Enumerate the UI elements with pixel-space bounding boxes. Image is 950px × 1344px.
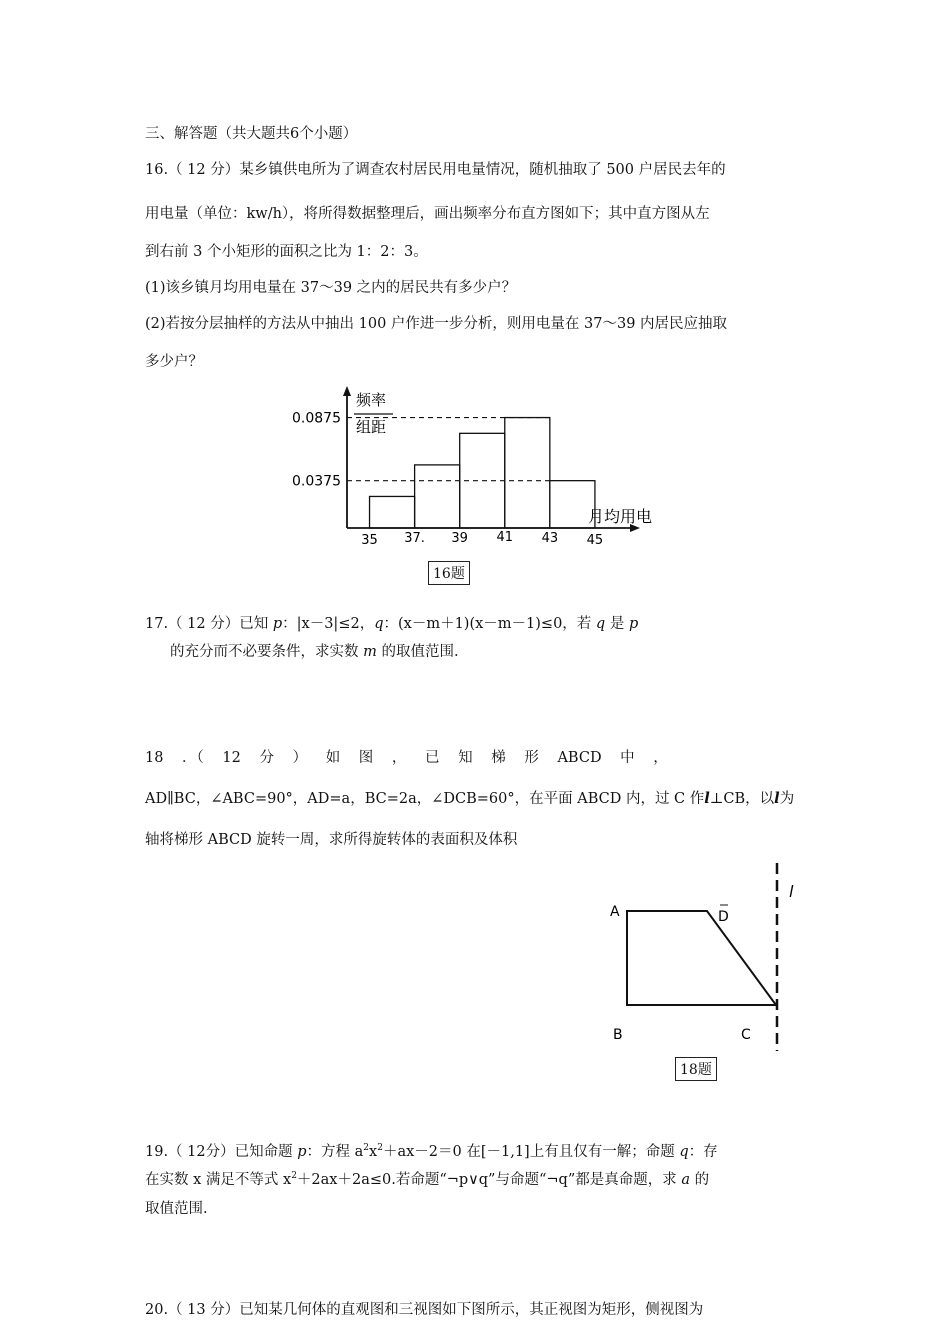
q19-line1-e: ：存 — [688, 1144, 718, 1160]
x-tick-label: 35 — [361, 533, 378, 548]
q19-sup-c: 2 — [291, 1171, 297, 1182]
q17-p-var: p — [272, 616, 283, 632]
label-c: C — [741, 1027, 751, 1043]
q17-line2 — [170, 640, 459, 661]
q19-line1-d: ＋ax－2＝0 在[－1,1]上有且仅有一解；命题 — [382, 1144, 680, 1160]
y-axis-arrow — [343, 386, 351, 396]
q17-line2-b: 的取值范围. — [376, 644, 459, 660]
histogram-bar — [415, 465, 460, 528]
q17-q-var: q — [374, 616, 384, 632]
q17-p-var2: p — [628, 616, 639, 632]
q19-line2-a: 在实数 x 满足不等式 x — [145, 1172, 292, 1188]
label-a: A — [610, 904, 620, 920]
q16-sub1: (1)该乡镇月均用电量在 37～39 之内的居民共有多少户？ — [145, 280, 517, 296]
q17-line2-a: 的充分而不必要条件，求实数 — [170, 644, 364, 660]
trapezoid-figure — [600, 855, 820, 1060]
q18-line2-c: 为 — [779, 791, 795, 807]
x-tick-label: 39 — [451, 531, 468, 546]
q18-line3: 轴将梯形 ABCD 旋转一周，求所得旋转体的表面积及体积 — [145, 832, 518, 848]
q20-line1: 20.（ 13 分）已知某几何体的直观图和三视图如下图所示，其正视图为矩形，侧视图为 — [145, 1302, 704, 1318]
q16-line1: 16.（ 12 分）某乡镇供电所为了调查农村居民用电量情况，随机抽取了 500 户居民去年的 — [145, 162, 726, 178]
y-tick-label: 0.0875 — [292, 410, 341, 427]
q19-line2-b: ＋2ax＋2a≤0.若命题“¬p∨q”与命题“¬q”都是真命题，求 — [296, 1172, 682, 1188]
y-tick-label: 0.0375 — [292, 473, 341, 490]
histogram-bar — [505, 418, 550, 528]
q19-line2-c: 的 — [690, 1172, 710, 1188]
y-axis-label-top: 频率 — [356, 391, 387, 409]
q18-line2-a: AD∥BC，∠ABC=90°，AD=a，BC=2a，∠DCB=60°，在平面 ABCD 内，过 C 作 — [145, 791, 705, 807]
q18-line2-b: ⊥CB，以 — [709, 791, 775, 807]
histogram-bar — [370, 496, 415, 528]
label-d: D — [718, 909, 729, 925]
q17-q-expr: ：(x－m＋1)(x－m－1)≤0，若 — [383, 616, 596, 632]
q17-line1 — [145, 612, 638, 633]
figure-16-label: 16题 — [428, 561, 470, 585]
q19-sup-b: 2 — [377, 1143, 383, 1154]
q19-p: p — [297, 1144, 307, 1160]
x-tick-label: 45 — [586, 533, 604, 548]
q19-sup-a: 2 — [363, 1143, 370, 1154]
q19-line1-c: x — [369, 1144, 378, 1160]
label-b: B — [613, 1027, 623, 1043]
q19-line3: 取值范围. — [145, 1201, 208, 1217]
q17-prefix: 17.（ 12 分）已知 — [145, 616, 273, 632]
x-tick-label: 37. — [404, 531, 425, 546]
x-axis-label: 月均用电 — [588, 507, 653, 526]
q16-sub2: (2)若按分层抽样的方法从中抽出 100 户作进一步分析，则用电量在 37～39 内居民应抽取 — [145, 316, 728, 332]
q16-line3: 到右前 3 个小矩形的面积之比为 1：2：3。 — [145, 244, 428, 260]
figure-18-label: 18题 — [675, 1057, 717, 1081]
histogram-chart — [270, 380, 680, 560]
q17-q-var2: q — [595, 616, 606, 632]
q18-l2: l — [774, 790, 780, 807]
trapezoid-abcd — [627, 911, 776, 1005]
q18-line1: 18 ．（ 12 分 ） 如 图 ， 已 知 梯 形 ABCD 中 ， — [145, 750, 668, 766]
q18-l1: l — [704, 790, 710, 807]
q17-mid: 是 — [605, 616, 629, 632]
q19-a: a — [681, 1172, 690, 1188]
q17-p-expr: ：|x－3|≤2， — [282, 616, 375, 632]
y-axis-label-bottom: 组距 — [356, 418, 387, 436]
x-tick-label: 41 — [496, 530, 514, 545]
q19-line2 — [145, 1168, 709, 1189]
section-title: 三、解答题（共大题共6个小题） — [145, 126, 358, 142]
x-tick-label: 43 — [541, 531, 559, 546]
q17-m-var: m — [363, 644, 377, 660]
q16-line2: 用电量（单位：kw/h），将所得数据整理后，画出频率分布直方图如下；其中直方图从左 — [145, 206, 710, 222]
q16-sub2b: 多少户？ — [145, 354, 203, 370]
label-l: l — [789, 882, 794, 901]
q19-q: q — [679, 1144, 689, 1160]
q19-line1-b: ：方程 a — [306, 1144, 364, 1160]
q18-line2 — [145, 787, 794, 808]
q19-line1-a: 19.（ 12分）已知命题 — [145, 1144, 298, 1160]
q19-line1 — [145, 1140, 718, 1161]
